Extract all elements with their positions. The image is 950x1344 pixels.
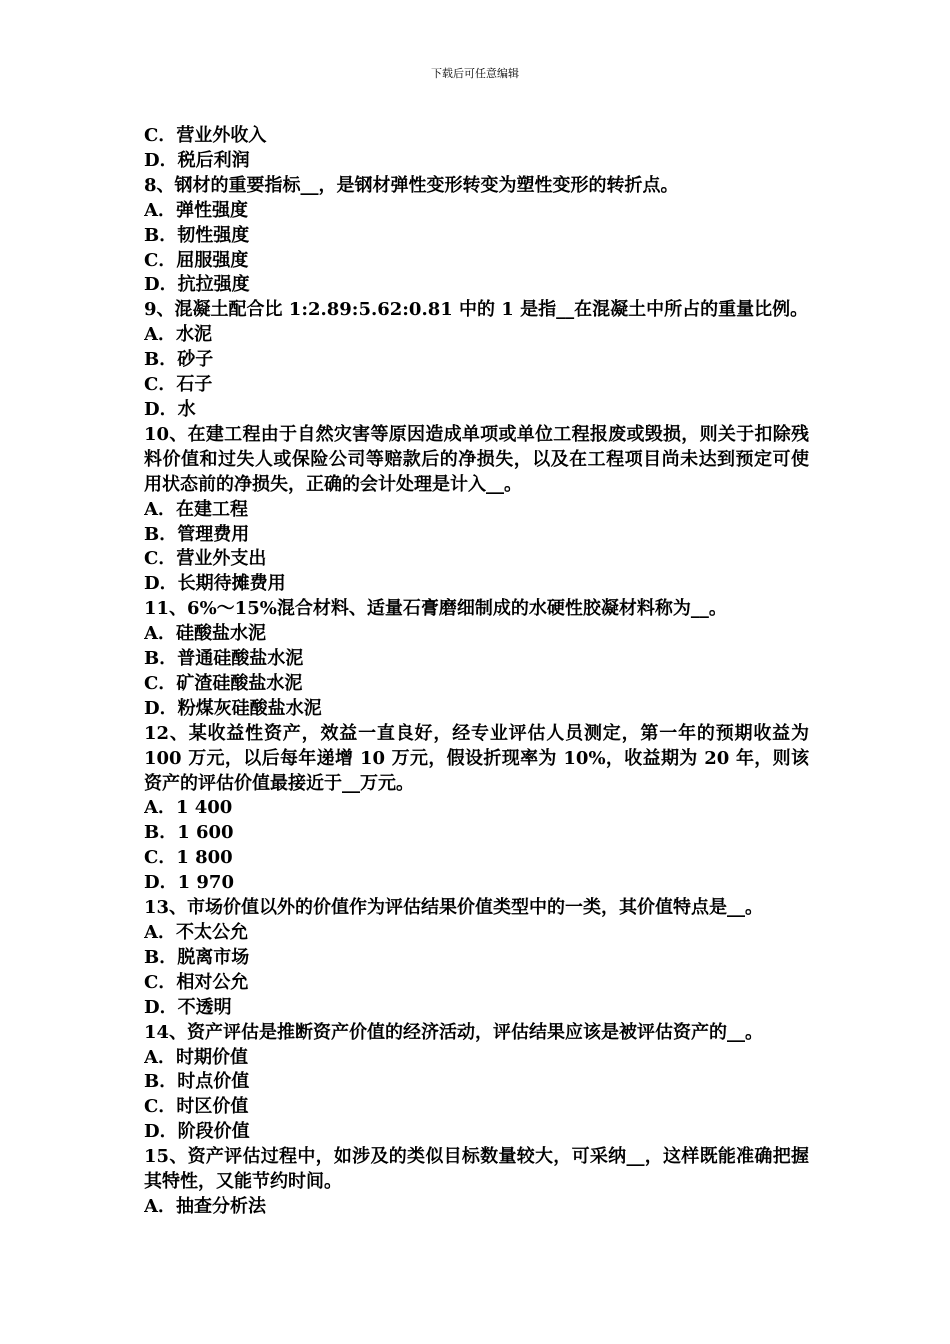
option-line: C．1 800 bbox=[144, 847, 233, 869]
option-line: C．营业外支出 bbox=[144, 548, 267, 570]
option-line: A．在建工程 bbox=[144, 498, 248, 520]
option-line: A．硅酸盐水泥 bbox=[144, 623, 266, 645]
option-line: D．粉煤灰硅酸盐水泥 bbox=[144, 697, 322, 719]
option-line: A．不太公允 bbox=[144, 922, 248, 943]
question-13: 13、市场价值以外的价值作为评估结果价值类型中的一类，其价值特点是__。 bbox=[144, 897, 764, 919]
question-9: 9、混凝土配合比 1:2.89:5.62:0.81 中的 1 是指__在混凝土中所占的重量比例。 bbox=[144, 299, 809, 321]
option-line: C．时区价值 bbox=[144, 1096, 249, 1118]
question-11: 11、6%～15%混合材料、适量石膏磨细制成的水硬性胶凝材料称为__。 bbox=[144, 598, 727, 620]
option-line: B．砂子 bbox=[144, 349, 214, 371]
option-line: B．1 600 bbox=[144, 822, 234, 844]
option-line: C．营业外收入 bbox=[144, 125, 267, 146]
question-15: 15、资产评估过程中，如涉及的类似目标数量较大，可采纳__，这样既能准确把握其特性，又能节约时间。 bbox=[144, 1146, 809, 1193]
option-line: A．时期价值 bbox=[144, 1046, 248, 1068]
question-10: 10、在建工程由于自然灾害等原因造成单项或单位工程报废或毁损，则关于扣除残料价值和过失人或保险公司等赔款后的净损失，以及在工程项目尚未达到预定可使用状态前的净损失，正确的会计处理是计入__。 bbox=[144, 423, 809, 495]
option-line: D．不透明 bbox=[144, 996, 232, 1018]
option-line: A．1 400 bbox=[144, 797, 233, 819]
option-line: B．脱离市场 bbox=[144, 946, 250, 968]
option-line: D．阶段价值 bbox=[144, 1121, 250, 1143]
option-line: C．相对公允 bbox=[144, 971, 249, 993]
option-line: A．水泥 bbox=[144, 324, 212, 346]
option-line: A．弹性强度 bbox=[144, 199, 248, 221]
option-line: D．长期待摊费用 bbox=[144, 573, 286, 595]
option-line: C．石子 bbox=[144, 374, 213, 396]
option-line: D．抗拉强度 bbox=[144, 274, 250, 296]
question-14: 14、资产评估是推断资产价值的经济活动，评估结果应该是被评估资产的__。 bbox=[144, 1021, 764, 1043]
question-8: 8、钢材的重要指标__，是钢材弹性变形转变为塑性变形的转折点。 bbox=[144, 174, 679, 196]
option-line: D．1 970 bbox=[144, 872, 234, 894]
option-line: B．时点价值 bbox=[144, 1071, 250, 1093]
option-line: D．水 bbox=[144, 398, 196, 420]
option-line: C．屈服强度 bbox=[144, 249, 249, 271]
question-12: 12、某收益性资产，效益一直良好，经专业评估人员测定，第一年的预期收益为 100 万元，以后每年递增 10 万元，假设折现率为 10%，收益期为 20 年，则该资产的评估价值最接近于__万元。 bbox=[144, 722, 809, 794]
option-line: B．普通硅酸盐水泥 bbox=[144, 648, 304, 670]
option-line: B．韧性强度 bbox=[144, 224, 250, 246]
option-line: B．管理费用 bbox=[144, 523, 250, 545]
option-line: C．矿渣硅酸盐水泥 bbox=[144, 672, 303, 694]
option-line: D．税后利润 bbox=[144, 149, 250, 171]
option-line: A．抽查分析法 bbox=[144, 1195, 266, 1217]
page-header: 下载后可任意编辑 bbox=[431, 67, 519, 80]
document-body bbox=[144, 124, 809, 1220]
